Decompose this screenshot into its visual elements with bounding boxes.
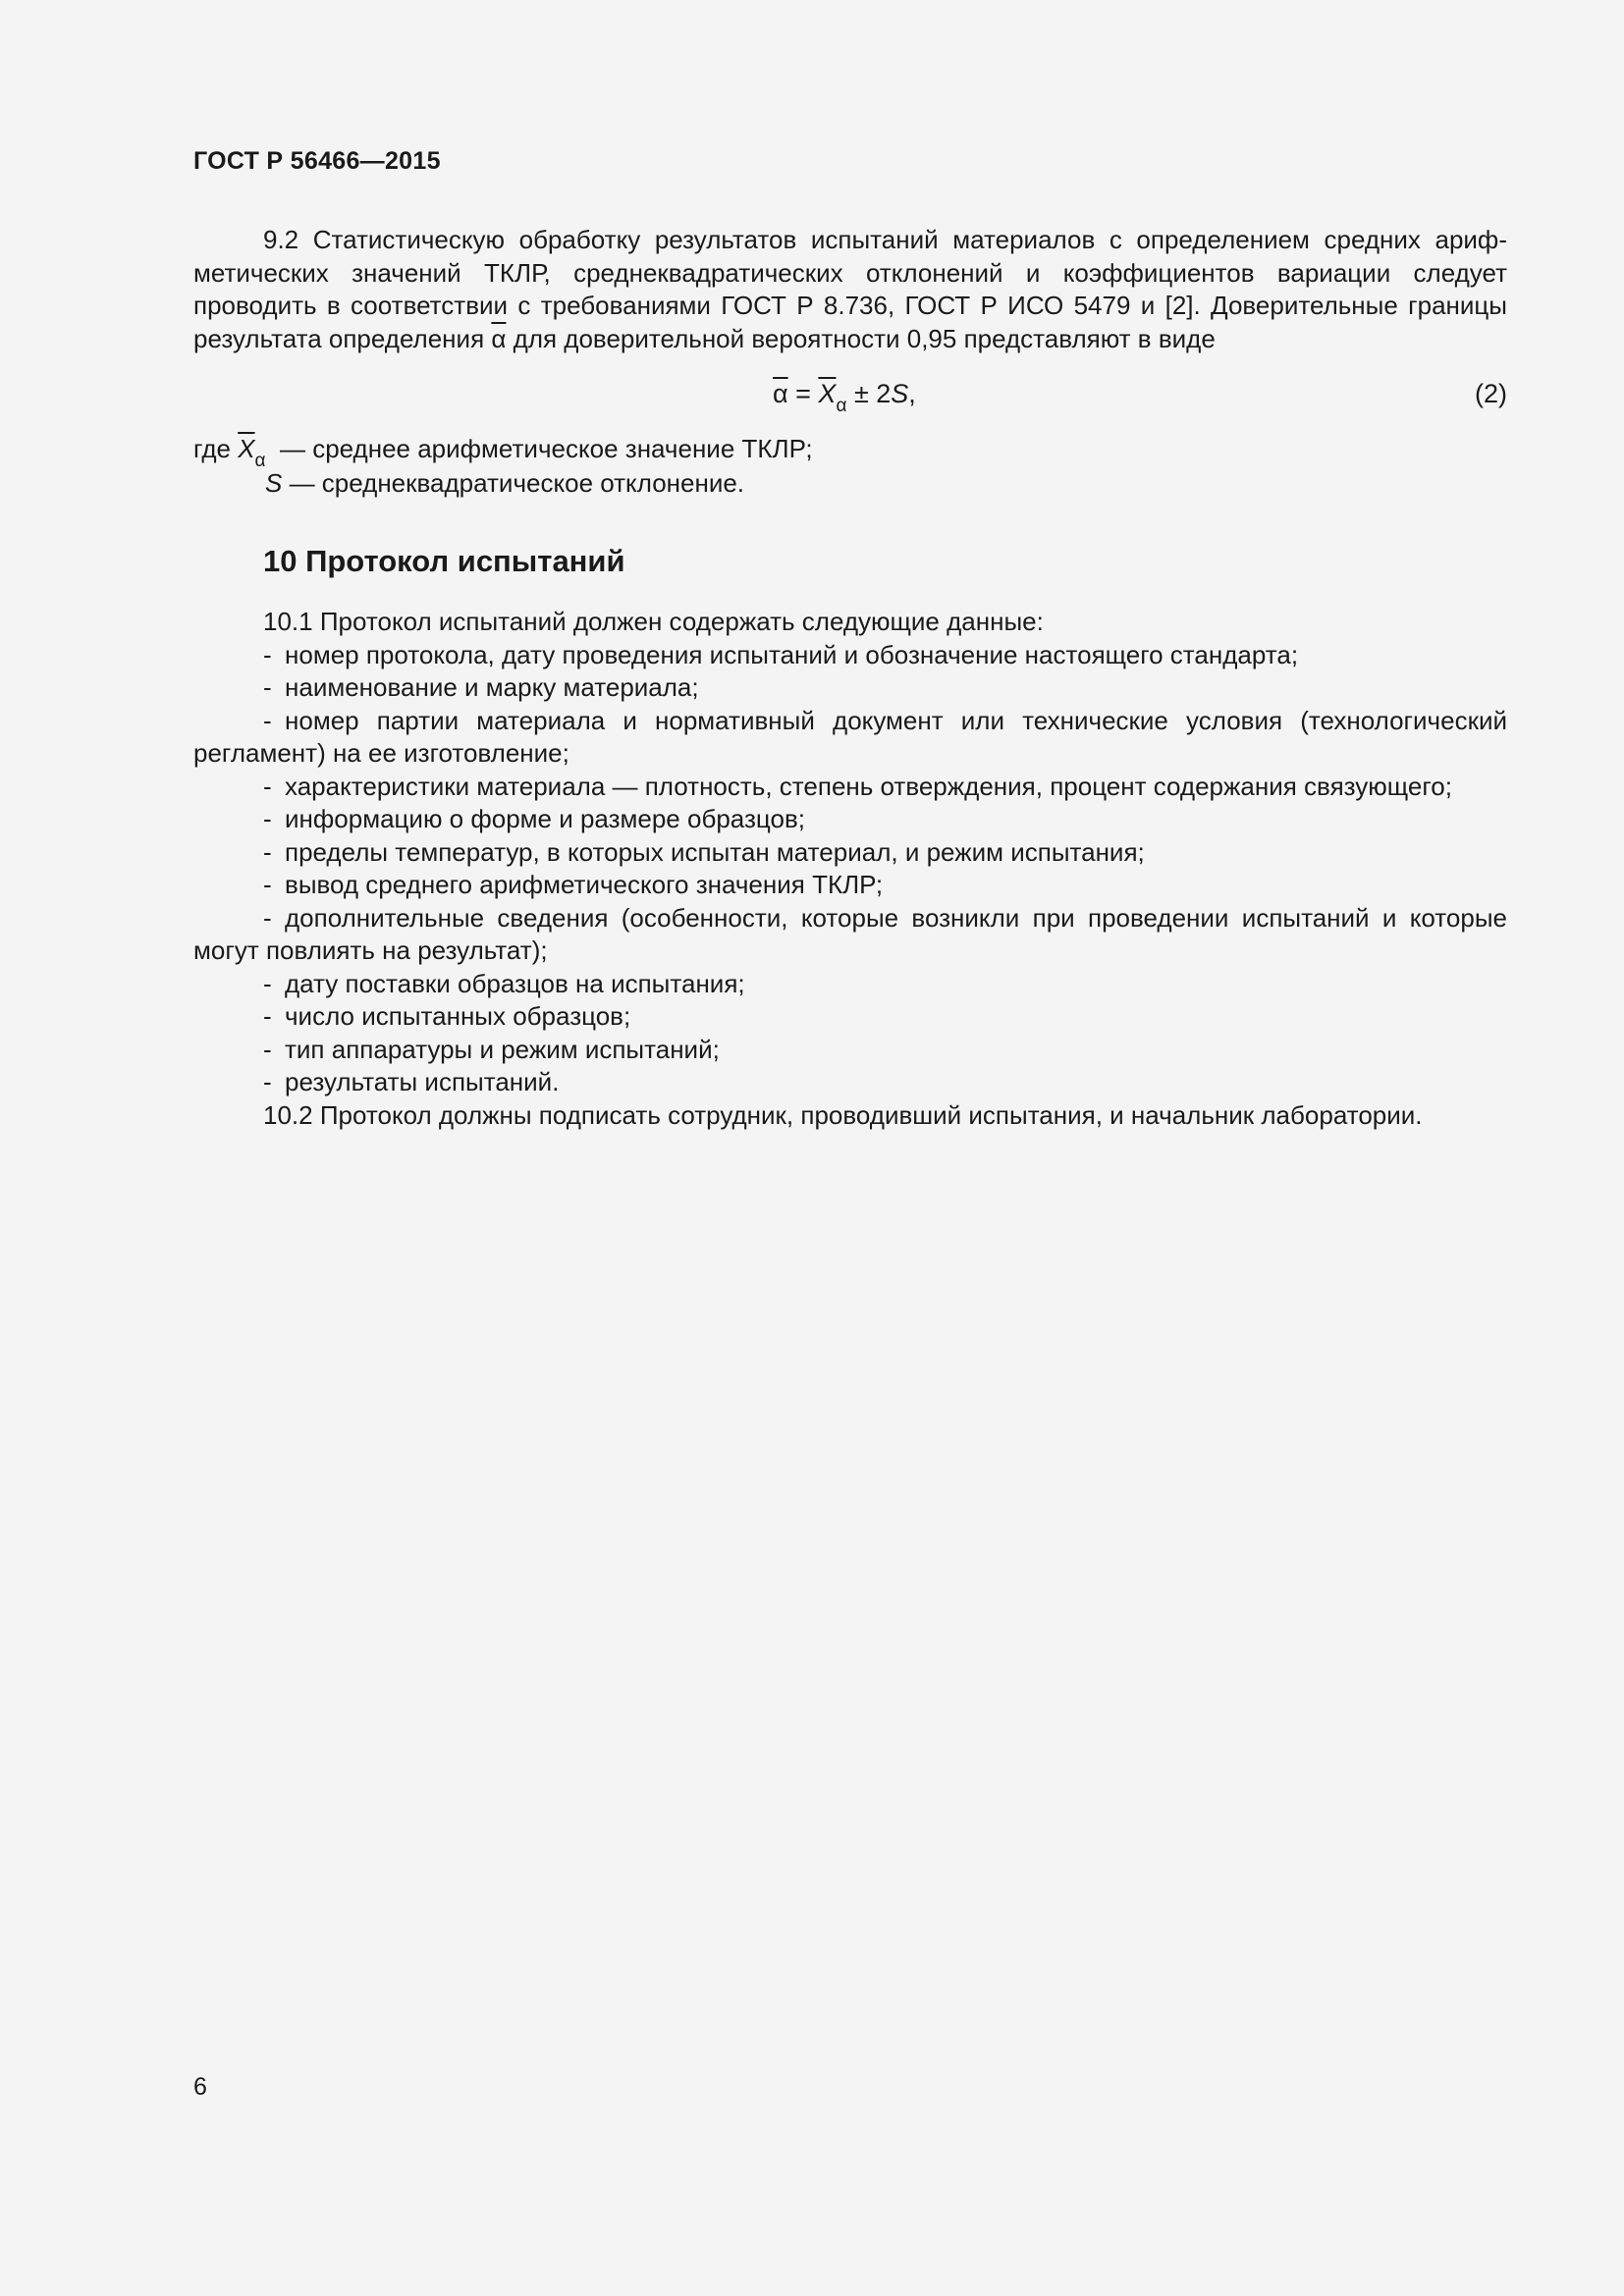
section-10-body bbox=[193, 606, 1507, 1132]
dash-marker: - bbox=[263, 771, 272, 801]
dash-marker: - bbox=[263, 968, 272, 998]
list-item-text: число испытанных образцов; bbox=[285, 1001, 631, 1031]
list-item-text: информацию о форме и размере образцов; bbox=[285, 804, 805, 833]
dash-marker: - bbox=[263, 870, 272, 899]
list-item-text: дату поставки образцов на испытания; bbox=[285, 968, 745, 998]
dash-marker: - bbox=[263, 902, 272, 933]
dash-marker: - bbox=[263, 705, 272, 735]
dash-marker: - bbox=[263, 804, 272, 833]
formula-lhs: $\overline{\alpha}$ bbox=[773, 379, 788, 408]
list-item bbox=[193, 836, 1507, 870]
dash-marker: - bbox=[263, 1067, 272, 1096]
list-item bbox=[193, 803, 1507, 836]
paragraph-9-2-body: 9.2 Статистическую обработку результатов испытаний материалов с определением средних арифметических значений ТКЛР, среднеквадратических отклонений и коэффициентов вариации следует проводить в соответствии с требованиями ГОСТ Р 8.736, ГОСТ Р ИСО 5479 и [2]. Доверительные границы результата определения bbox=[193, 225, 1507, 353]
dash-marker: - bbox=[263, 1034, 272, 1064]
where-line-x bbox=[193, 433, 1507, 471]
where-s: S bbox=[265, 468, 283, 498]
section-10-2-paragraph: 10.2 Протокол должны подписать сотрудник, проводивший испытания, и начальник лаборатории. bbox=[263, 1099, 1423, 1130]
where-explanation bbox=[193, 433, 1507, 501]
formula-comma: , bbox=[908, 379, 916, 408]
list-item-text: тип аппаратуры и режим испытаний; bbox=[285, 1034, 720, 1064]
where-x-description: — среднее арифметическое значение ТКЛР; bbox=[279, 434, 813, 463]
paragraph-9-2-tail: для доверительной вероятности 0,95 представляют в виде bbox=[513, 323, 1216, 353]
where-prefix: где bbox=[193, 434, 231, 463]
dash-marker: - bbox=[263, 672, 272, 702]
where-line-s bbox=[193, 467, 1507, 501]
where-s-description: — среднеквадратическое отклонение. bbox=[289, 468, 745, 498]
formula-number: (2) bbox=[1475, 379, 1507, 408]
formula-equals: = bbox=[795, 379, 811, 408]
list-item-text: номер протокола, дату проведения испытаний и обозначение настоящего стандарта; bbox=[285, 639, 1299, 669]
list-item bbox=[193, 869, 1507, 902]
list-item bbox=[193, 671, 1507, 705]
document-header: ГОСТ Р 56466—2015 bbox=[193, 147, 441, 175]
list-item bbox=[193, 639, 1507, 672]
dash-marker: - bbox=[263, 836, 272, 867]
page-number: 6 bbox=[193, 2073, 207, 2101]
formula-rest: ± 2 bbox=[853, 379, 892, 408]
list-item-text: дополнительные сведения (особенности, которые возникли при проведении испытаний и которые могут повлиять на результат); bbox=[193, 902, 1507, 965]
formula-s: S bbox=[891, 379, 909, 408]
dash-marker: - bbox=[263, 639, 272, 669]
formula-expression bbox=[773, 378, 916, 423]
dash-marker: - bbox=[263, 1001, 272, 1031]
list-item bbox=[193, 968, 1507, 1001]
where-x-subscript: α bbox=[254, 451, 266, 471]
list-item bbox=[193, 902, 1507, 968]
formula-x: $\overline{X}$ bbox=[818, 379, 837, 408]
formula-x-subscript: α bbox=[836, 396, 847, 416]
list-item bbox=[193, 1034, 1507, 1067]
paragraph-9-2-text bbox=[193, 224, 1507, 355]
list-item bbox=[193, 1066, 1507, 1099]
list-item-text: пределы температур, в которых испытан материал, и режим испытания; bbox=[285, 836, 1145, 867]
list-item bbox=[193, 771, 1507, 804]
list-item bbox=[193, 1000, 1507, 1034]
alpha-bar-symbol: $\overline{\alpha}$ bbox=[491, 323, 507, 353]
list-item-text: номер партии материала и нормативный документ или технические условия (технологический регламент) на ее изготовление; bbox=[193, 705, 1507, 768]
list-item-text: результаты испытаний. bbox=[285, 1067, 560, 1096]
formula-2 bbox=[193, 378, 1507, 423]
list-item-text: наименование и марку материала; bbox=[285, 672, 699, 702]
section-10-title: 10 Протокол испытаний bbox=[263, 544, 625, 578]
list-item bbox=[193, 705, 1507, 771]
list-item-text: характеристики материала — плотность, степень отверждения, процент содержания связующего; bbox=[285, 771, 1452, 801]
where-x: $\overline{X}$ bbox=[238, 434, 255, 463]
paragraph-9-2 bbox=[193, 224, 1507, 355]
list-item-text: вывод среднего арифметического значения ТКЛР; bbox=[285, 870, 884, 899]
section-10-intro: 10.1 Протокол испытаний должен содержать следующие данные: bbox=[263, 607, 1044, 636]
